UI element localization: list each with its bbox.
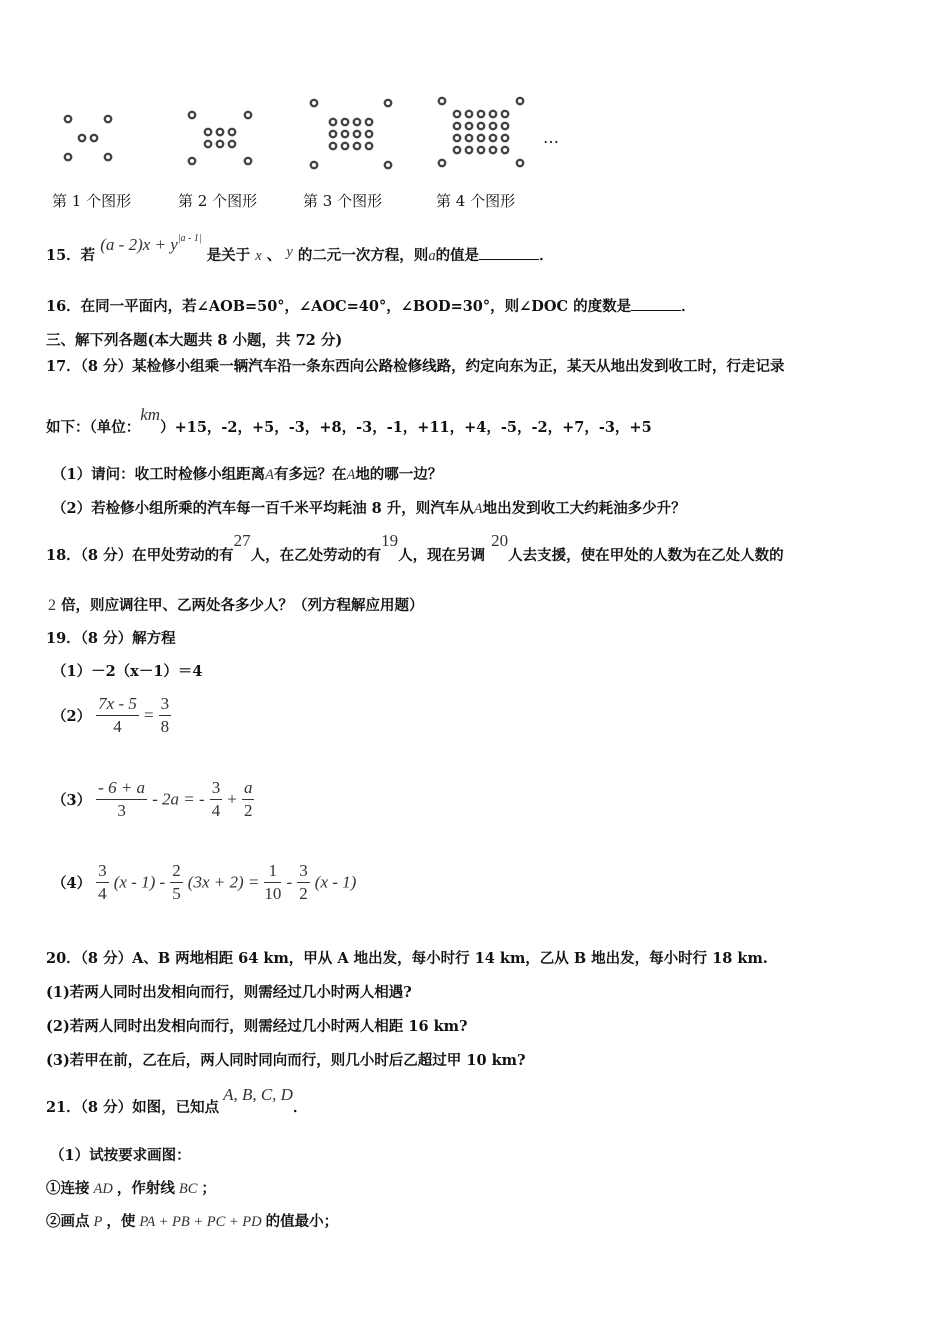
q19-e2-d2: 8 [160,717,170,736]
figure-1-inner-dot [91,135,97,141]
figure-4-inner-dot [502,111,508,117]
figure-3-inner-dot [330,131,336,137]
figure-3-corner-dot [385,100,391,106]
q19-e3-frac3 [242,777,255,822]
question-17-line2 [46,405,652,437]
q18-tail: 人去支援，使在甲处的人数为在乙处人数的 [508,547,784,564]
q17-p2-post: 地出发到收工大约耗油多少升？ [482,500,686,517]
figure-3-inner-dot [330,143,336,149]
question-16 [46,295,696,316]
figure-1-corner-dot [105,116,111,122]
figure-4-inner-dot [466,123,472,129]
figure-3-inner-dot [342,143,348,149]
figure-3-inner-dot [342,131,348,137]
q21-s1-end: ； [201,1180,216,1197]
question-19-part1: （1）－2（x－1）＝4 [52,663,203,680]
figure-4-inner-dot [490,135,496,141]
q17-line2-post: ）+15，-2，+5，-3，+8，-3，-1，+11，+4，-5，-2，+7，-3，+5 [160,419,652,436]
q19-e2-n1: 7x - 5 [98,694,137,713]
figure-1-corner-dot [105,154,111,160]
q17-p1-post: 地的哪一边？ [355,466,443,483]
q19-e4-t4: (x - 1) [314,872,357,892]
figure-4-inner-dot [490,123,496,129]
q15-var-x: x [255,248,262,264]
figure-3-inner-dot [354,131,360,137]
q15-sep: 、 [266,247,282,264]
figure-4-inner-dot [466,147,472,153]
figure-4-inner-dot [454,147,460,153]
question-21-part1: （1）试按要求画图： [50,1147,191,1164]
figure-caption-2: 第 2 个图形 [178,192,258,210]
q19-p3-label: （3） [52,792,92,809]
pattern-figures-svg [40,95,580,180]
q15-exponent: |a - 1| [177,233,202,244]
figure-3-inner-dot [354,143,360,149]
figure-caption-4: 第 4 个图形 [436,192,516,210]
q19-e3-op: + [227,789,237,809]
q18-number-19: 19 [381,531,399,550]
figure-1-inner-dot [79,135,85,141]
figure-3-inner-dot [330,119,336,125]
figure-1-corner-dot [65,116,71,122]
q19-e4-n1: 3 [96,860,109,883]
q17-p2-pre: （2）若检修小组所乘的汽车每一百千米平均耗油 8 升，则汽车从 [52,500,474,517]
figure-3-inner-dot [366,119,372,125]
figure-4-inner-dot [502,147,508,153]
q19-e3-n1: - 6 + a [98,778,146,797]
q17-point-a-1: A [265,467,274,483]
q17-line2-pre: 如下：（单位： [46,419,141,436]
q19-e3-d2: 4 [211,801,221,820]
figure-4-inner-dot [502,123,508,129]
q21-point-p: P [93,1214,103,1230]
figure-3-corner-dot [311,100,317,106]
figure-4-inner-dot [478,123,484,129]
figure-3-corner-dot [311,162,317,168]
q19-e2-frac2 [159,693,172,738]
q19-e4-frac4 [297,860,310,905]
figure-4-inner-dot [490,147,496,153]
figure-4-inner-dot [466,111,472,117]
question-19-part3 [52,777,254,822]
q21-points: A, B, C, D [223,1085,293,1104]
q19-e4-d3: 10 [264,884,282,903]
figure-4-inner-dot [478,135,484,141]
q19-e3-d3: 2 [243,801,253,820]
figure-2-inner-dot [205,129,211,135]
q15-var-y: y [286,244,293,260]
q15-tail2: 的值是 [435,247,480,264]
q19-e4-d1: 4 [98,884,107,903]
question-17-line1: 17．（8 分）某检修小组乘一辆汽车沿一条东西向公路检修线路，约定向东为正，某天从地出发到收工时，行走记录 [46,358,785,375]
q19-e3-frac2 [210,777,223,822]
figure-4-inner-dot [454,135,460,141]
q15-expression: (a - 2)x + y [100,235,178,254]
figure-4-inner-dot [478,111,484,117]
question-15 [46,233,554,265]
figure-4-corner-dot [439,160,445,166]
pattern-figures [40,95,580,180]
q19-e4-t1: (x - 1) - [113,872,166,892]
q19-e4-frac1 [96,860,109,905]
q21-segment-ad: AD [93,1181,113,1197]
q19-e3-m1: - 2a = - [152,789,205,809]
q21-s1-mid: ，作射线 [116,1180,175,1197]
q19-e4-frac3 [264,860,281,905]
q19-e4-n3: 1 [264,860,281,883]
figure-3-inner-dot [366,131,372,137]
q19-e4-d2: 5 [172,884,181,903]
figure-4-corner-dot [439,98,445,104]
figure-4-inner-dot [502,135,508,141]
figure-2-inner-dot [217,129,223,135]
figure-2-corner-dot [189,158,195,164]
figure-2-inner-dot [217,141,223,147]
q21-s2-pre: ②画点 [46,1213,90,1230]
q19-e2-eq: = [143,705,154,725]
figure-4-inner-dot [466,135,472,141]
q17-p1-pre: （1）请问：收工时检修小组距离 [52,466,266,483]
q15-number: 15．若 [46,247,96,264]
figure-2-corner-dot [189,112,195,118]
q19-e3-frac1 [96,777,147,822]
q21-s2-mid: ，使 [106,1213,136,1230]
q21-s2-end: 的值最小； [265,1213,339,1230]
q19-e3-d1: 3 [117,801,126,820]
q17-point-a-3: A [473,501,483,517]
figure-3-corner-dot [385,162,391,168]
figure-2-inner-dot [229,129,235,135]
question-20-part3: (3)若甲在前，乙在后，两人同时同向而行，则几小时后乙超过甲 10 km? [46,1052,526,1069]
figure-caption-3: 第 3 个图形 [303,192,383,210]
q19-e4-n2: 2 [170,860,183,883]
q17-p1-mid: 有多远？在 [273,466,347,483]
figure-2-inner-dot [229,141,235,147]
question-20-line1: 20．（8 分）A、B 两地相距 64 km，甲从 A 地出发，每小时行 14 km，乙从 B 地出发，每小时行 18 km. [46,950,768,967]
q19-e2-frac1 [96,693,139,738]
question-21-step1 [46,1177,216,1198]
q18-number-2: 2 [48,597,56,614]
question-20-part1: (1)若两人同时出发相向而行，则需经过几小时两人相遇? [46,984,412,1001]
q15-tail1: 的二元一次方程，则 [297,247,429,264]
q18-number-20: 20 [491,531,509,550]
question-17-part2 [52,497,686,518]
q21-end: ． [292,1099,308,1116]
q19-e4-n4: 3 [297,860,310,883]
q16-end: ． [681,298,696,315]
question-19-title: 19．（8 分）解方程 [46,630,176,647]
figure-2-inner-dot [205,141,211,147]
q19-e3-n2: 3 [210,777,223,800]
question-17-part1 [52,463,442,484]
question-18-line2 [48,594,424,615]
question-21-line1 [46,1085,308,1117]
figure-4-inner-dot [454,111,460,117]
q18-line2-text: 倍，则应调往甲、乙两处各多少人？（列方程解应用题） [61,597,424,614]
q21-expression: PA + PB + PC + PD [139,1214,262,1230]
q21-pre: 21．（8 分）如图，已知点 [46,1099,220,1116]
q19-e3-n3: a [243,778,253,797]
q15-answer-blank[interactable] [479,245,539,260]
q15-var-a: a [428,248,436,264]
q18-number-27: 27 [233,531,251,550]
figure-4-inner-dot [490,111,496,117]
figure-2-corner-dot [245,112,251,118]
figure-caption-1: 第 1 个图形 [52,192,132,210]
question-19-part4 [52,860,356,905]
q19-e4-t3: - [286,872,293,892]
q18-mid1: 人，在乙处劳动的有 [250,547,382,564]
q21-ray-bc: BC [178,1181,198,1197]
q19-e4-t2: (3x + 2) = [187,872,260,892]
q16-text: 16．在同一平面内，若∠AOB=50°，∠AOC=40°，∠BOD=30°，则∠DOC 的度数是 [46,298,632,315]
section-3-heading: 三、解下列各题(本大题共 8 小题，共 72 分) [46,332,343,349]
figure-2-corner-dot [245,158,251,164]
q18-mid2: 人，现在另调 [398,547,486,564]
q19-p2-label: （2） [52,708,92,725]
figure-3-inner-dot [366,143,372,149]
question-21-step2 [46,1210,338,1231]
question-19-part2 [52,693,171,738]
q19-e2-d1: 4 [113,717,122,736]
figure-4-inner-dot [478,147,484,153]
q21-s1-pre: ①连接 [46,1180,90,1197]
q15-mid: 是关于 [206,247,251,264]
question-18-line1 [46,531,784,565]
q18-pre: 18．（8 分）在甲处劳动的有 [46,547,234,564]
pattern-ellipsis: … [543,128,559,147]
figure-1-corner-dot [65,154,71,160]
figure-4-inner-dot [454,123,460,129]
q19-e4-d4: 2 [299,884,308,903]
q17-unit: km [140,405,161,424]
q16-answer-blank[interactable] [631,296,681,311]
figure-4-corner-dot [517,160,523,166]
figure-3-inner-dot [354,119,360,125]
figure-4-corner-dot [517,98,523,104]
q19-e2-n2: 3 [159,693,172,716]
q17-point-a-2: A [346,467,356,483]
q19-p4-label: （4） [52,875,92,892]
q15-end: ． [539,247,554,264]
question-20-part2: (2)若两人同时出发相向而行，则需经过几小时两人相距 16 km? [46,1018,468,1035]
q19-e4-frac2 [170,860,183,905]
figure-3-inner-dot [342,119,348,125]
